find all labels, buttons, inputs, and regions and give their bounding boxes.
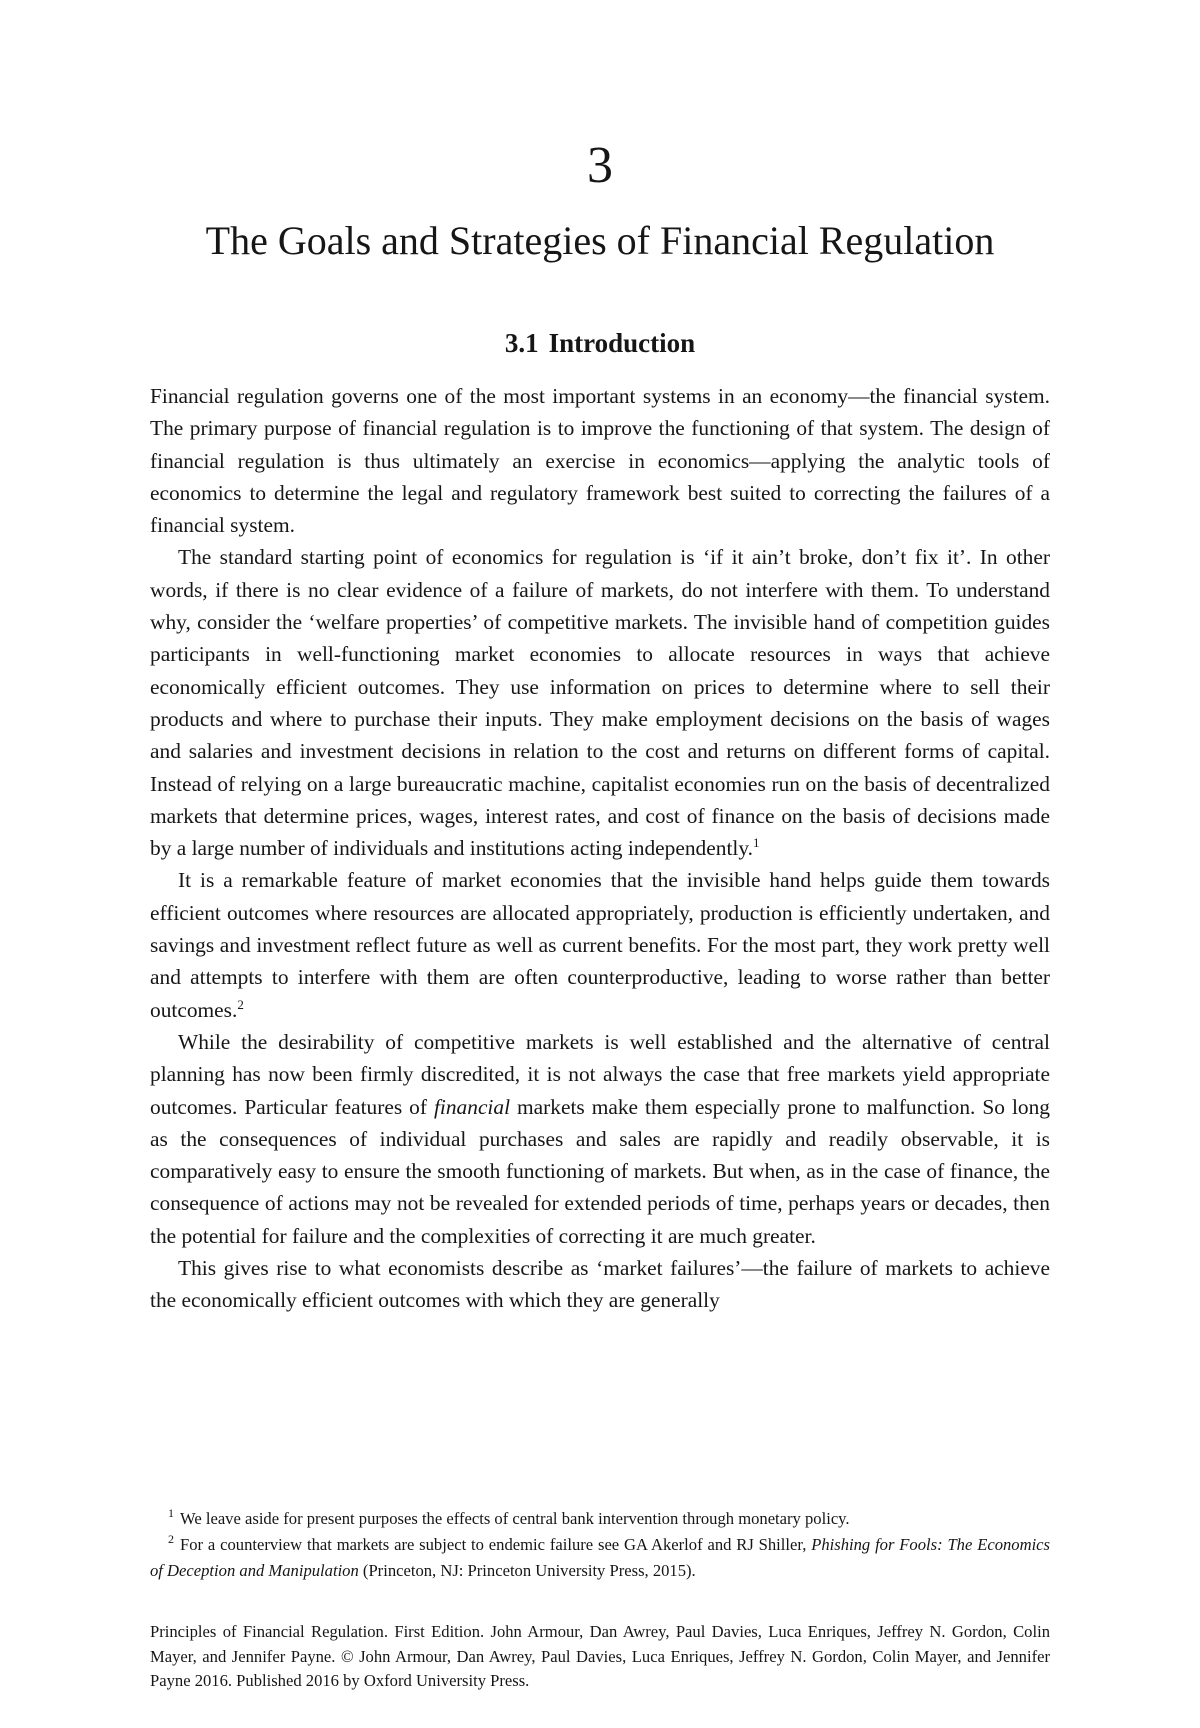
chapter-number: 3 <box>587 137 613 194</box>
paragraph-3 <box>150 864 1050 1025</box>
section-heading <box>0 326 1200 360</box>
section-title: Introduction <box>548 328 696 358</box>
paragraph-3-text: It is a remarkable feature of market economies that the invisible hand helps guide them towards efficient outcomes where resources are allocated appropriately, production is efficiently undertaken, and savings and investment reflect future as well as current benefits. For the most part, they work pretty well and attempts to interfere with them are often counterproductive, leading to worse rather than better outcomes. <box>150 868 1050 1022</box>
paragraph-4-emphasis: financial <box>433 1094 511 1119</box>
footnote-2-text-start: For a counterview that markets are subject to endemic failure see GA Akerlof and RJ Shiller, <box>180 1535 812 1554</box>
paragraph-2-text: The standard starting point of economics for regulation is ‘if it ain’t broke, don’t fix it’. In other words, if there is no clear evidence of a failure of markets, do not interfere with them. To understand why, consider the ‘welfare properties’ of competitive markets. The invisible hand of competition guides participants in well-functioning market economies to allocate resources in ways that achieve economically efficient outcomes. They use information on prices to determine where to sell their products and where to purchase their inputs. They make employment decisions on the basis of wages and salaries and investment decisions in relation to the cost and returns on different forms of capital. Instead of relying on a large bureaucratic machine, capitalist economies run on the basis of decentralized markets that determine prices, wages, interest rates, and cost of finance on the basis of decisions made by a large number of individuals and institutions acting independently. <box>150 545 1050 861</box>
footnote-2 <box>150 1532 1050 1584</box>
paragraph-1 <box>150 380 1050 541</box>
paragraph-4 <box>150 1026 1050 1252</box>
section-number: 3.1 <box>504 328 539 358</box>
body-text <box>150 380 1050 1317</box>
footnote-2-book-title: Phishing for Fools: The Economics of Deception and Manipulation <box>150 1535 1050 1580</box>
paragraph-4-text-end: markets make them especially prone to malfunction. So long as the consequences of individual purchases and sales are rapidly and readily observable, it is comparatively easy to ensure the smooth functioning of markets. But when, as in the case of finance, the consequence of actions may not be revealed for extended periods of time, perhaps years or decades, then the potential for failure and the complexities of correcting it are much greater. <box>150 1094 1050 1248</box>
footnote-2-mark: 2 <box>168 1532 174 1547</box>
copyright-citation: Principles of Financial Regulation. First Edition. John Armour, Dan Awrey, Paul Davies, Luca Enriques, Jeffrey N. Gordon, Colin Mayer, and Jennifer Payne. © John Armour, Dan Awrey, Paul Davies, Luca Enriques, Jeffrey N. Gordon, Colin Mayer, and Jennifer Payne 2016. Published 2016 by Oxford University Press. <box>150 1622 1050 1690</box>
paragraph-1-text: Financial regulation governs one of the most important systems in an economy—the financial system. The primary purpose of financial regulation is to improve the functioning of that system. The design of financial regulation is thus ultimately an exercise in economics—applying the analytic tools of economics to determine the legal and regulatory framework best suited to correcting the failures of a financial system. <box>150 384 1050 538</box>
chapter-title: The Goals and Strategies of Financial Regulation <box>205 218 995 263</box>
paragraph-2 <box>150 541 1050 864</box>
footnote-ref-1[interactable]: 1 <box>752 835 760 851</box>
footnotes <box>150 1506 1050 1584</box>
footnote-1-text: We leave aside for present purposes the effects of central bank intervention through monetary policy. <box>180 1509 850 1528</box>
paragraph-5 <box>150 1252 1050 1317</box>
footnote-1 <box>150 1506 1050 1532</box>
paragraph-4-text-start: While the desirability of competitive markets is well established and the alternative of central planning has now been firmly discredited, it is not always the case that free markets yield appropriate outcomes. Particular features of <box>150 1029 1050 1119</box>
footnote-2-text-end: (Princeton, NJ: Princeton University Press, 2015). <box>358 1561 696 1580</box>
footnote-ref-2[interactable]: 2 <box>237 996 244 1012</box>
paragraph-5-text: This gives rise to what economists describe as ‘market failures’—the failure of markets to achieve the economically efficient outcomes with which they are generally <box>150 1256 1050 1313</box>
footnote-1-mark: 1 <box>168 1506 174 1521</box>
